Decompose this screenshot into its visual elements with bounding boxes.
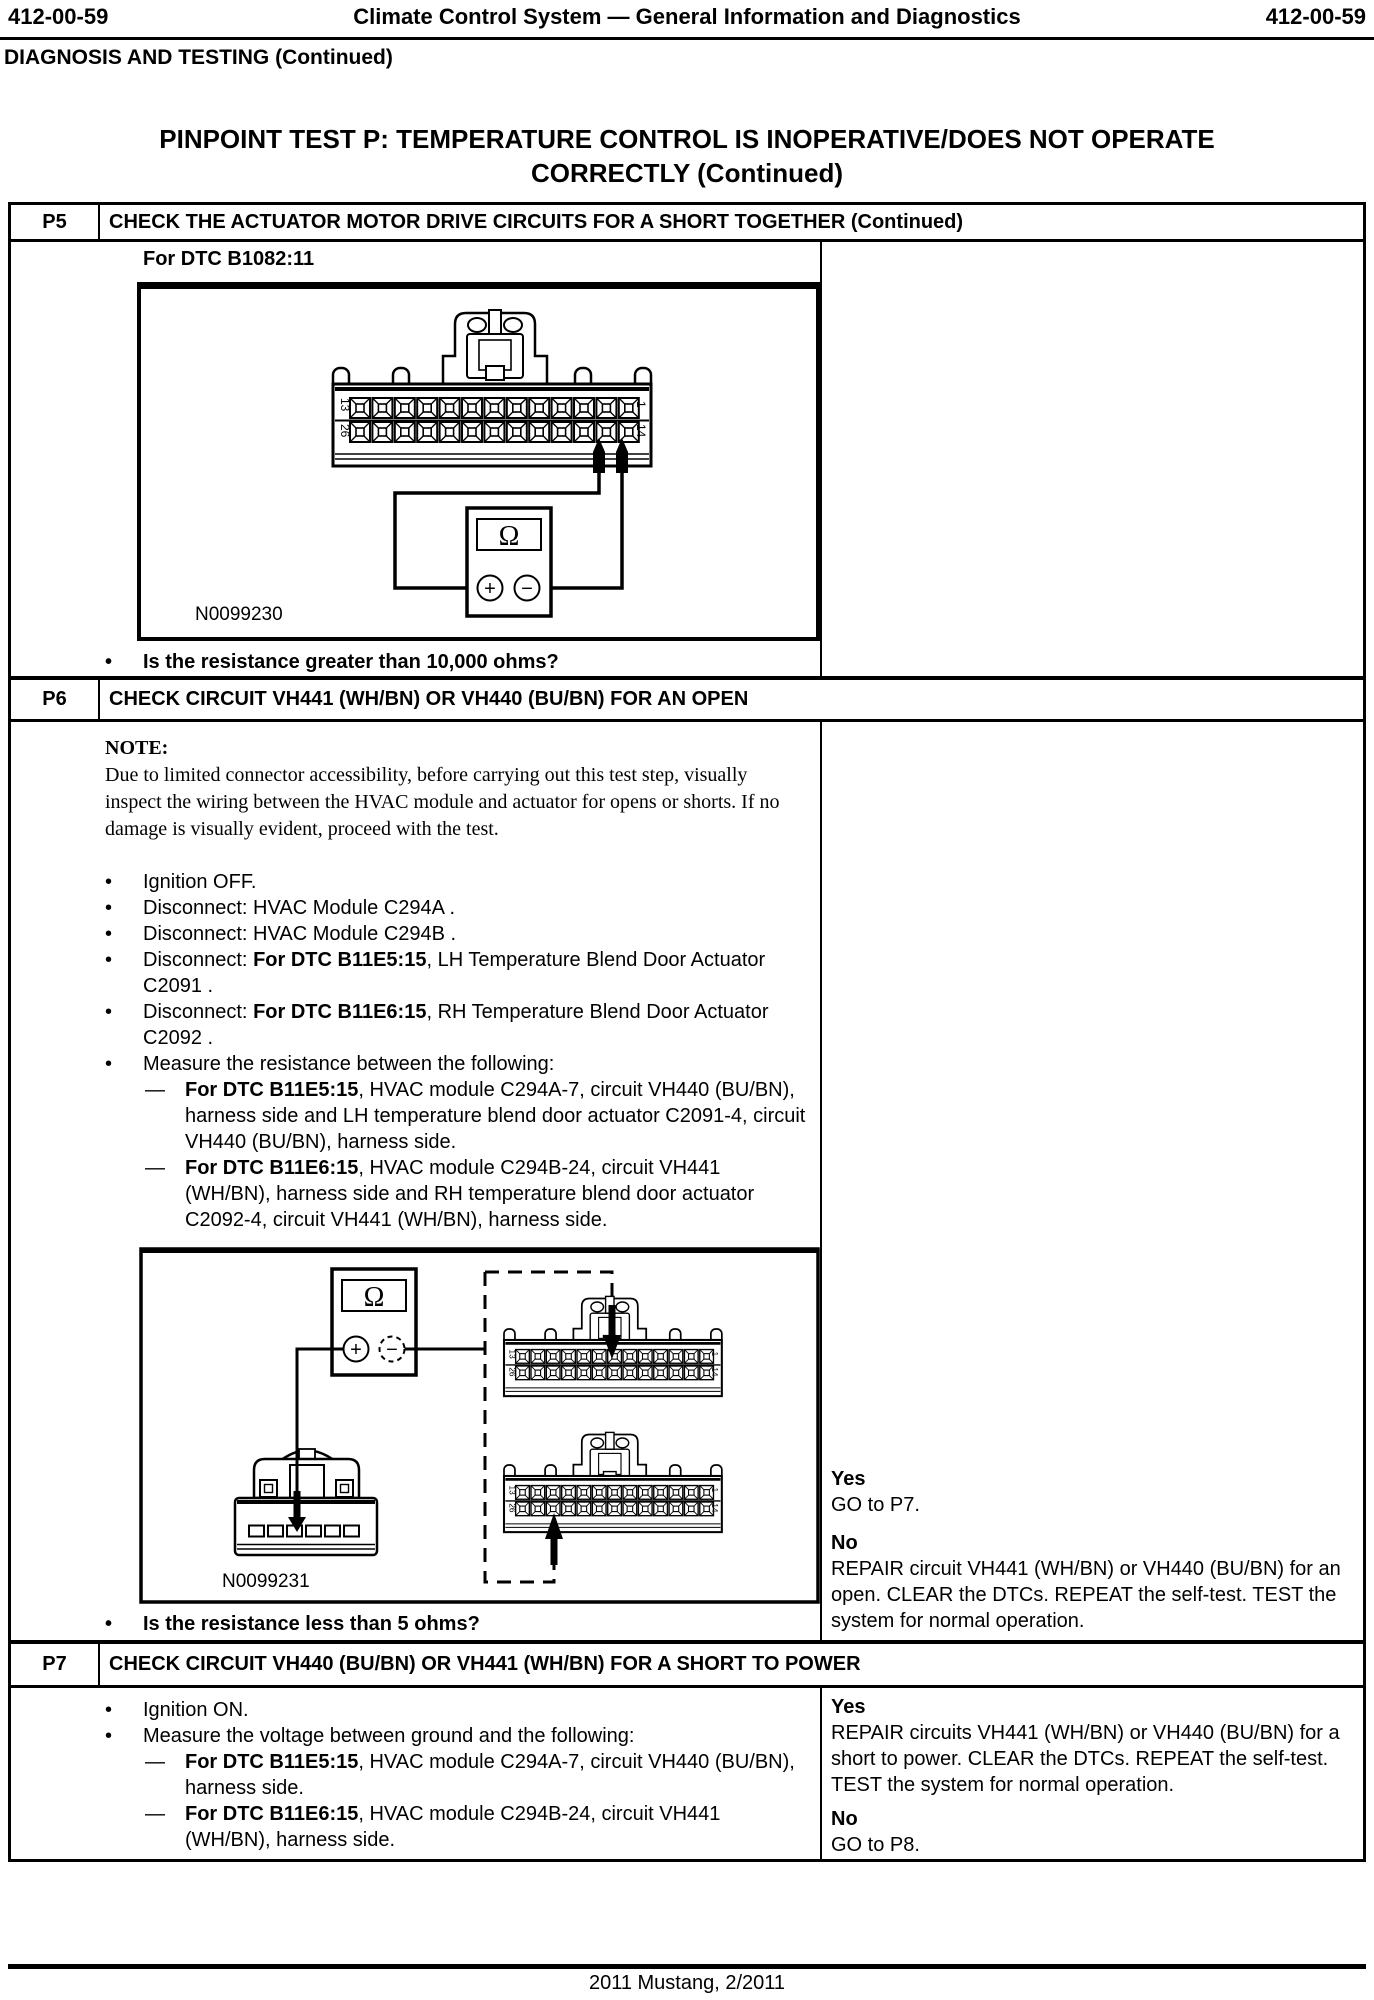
yes-answer: Yes REPAIR circuits VH441 (WH/BN) or VH440 (BU/BN) for a short to power. CLEAR the DTCs. REPEAT the self-test. TEST the system for normal operation. xyxy=(831,1696,1340,1796)
footer-rule xyxy=(8,1964,1366,1969)
dtc-subheading: For DTC B1082:11 xyxy=(143,248,315,270)
step-p7-title: CHECK CIRCUIT VH440 (BU/BN) OR VH441 (WH/BN) FOR A SHORT TO POWER xyxy=(109,1653,861,1675)
question-text: Is the resistance greater than 10,000 ohms? xyxy=(143,651,559,673)
list-item: • Measure the resistance between the following: xyxy=(105,1053,555,1075)
minus-terminal-icon: − xyxy=(386,1339,398,1361)
bullet-marker: • xyxy=(105,897,113,919)
step-id-p6: P6 xyxy=(11,680,100,719)
plus-terminal-icon: + xyxy=(350,1339,362,1361)
step-p5-title: CHECK THE ACTUATOR MOTOR DRIVE CIRCUITS FOR A SHORT TOGETHER (Continued) xyxy=(109,210,964,233)
figure-code: N0099231 xyxy=(222,1571,310,1592)
step-p6-result-cell xyxy=(822,722,1363,1640)
dash-marker: — xyxy=(145,1751,165,1773)
bullet-marker: • xyxy=(105,651,113,673)
list-item: • Disconnect: For DTC B11E5:15, LH Temperature Blend Door Actuator C2091 . xyxy=(105,949,766,997)
ohm-symbol-icon: Ω xyxy=(498,521,520,552)
step-p7-result-cell xyxy=(822,1688,1363,1859)
actuator-connector-6pin xyxy=(235,1449,377,1555)
step-p5-instructions-cell xyxy=(11,242,822,676)
list-item: • Ignition OFF. xyxy=(105,871,257,893)
note-text: Due to limited connector accessibility, before carrying out this test step, visually inspect the wiring between the HVAC module and actuator for opens or shorts. If no damage is visually evident, proceed with the test. xyxy=(105,764,780,840)
question-item xyxy=(105,649,820,675)
step-p7-body-row xyxy=(11,1688,1363,1859)
sub-list-item: — For DTC B11E6:15, HVAC module C294B-24, circuit VH441 (WH/BN), harness side. xyxy=(145,1803,721,1851)
step-id-p5: P5 xyxy=(11,205,100,239)
bullet-marker: • xyxy=(105,1001,113,1023)
no-answer: No REPAIR circuit VH441 (WH/BN) or VH440 (BU/BN) for an open. CLEAR the DTCs. REPEAT the self-test. TEST the system for normal operation. xyxy=(831,1532,1341,1632)
minus-terminal-icon: − xyxy=(521,578,533,600)
yes-answer: Yes GO to P7. xyxy=(831,1468,920,1516)
note-label: NOTE: xyxy=(105,737,169,759)
step-p6-body-row xyxy=(11,722,1363,1644)
step-p5-header-row xyxy=(11,205,1363,242)
step-p7-header-row xyxy=(11,1644,1363,1688)
ohm-symbol-icon: Ω xyxy=(363,1282,385,1313)
hvac-connector-housing xyxy=(443,310,547,386)
plus-terminal-icon: + xyxy=(484,578,496,600)
list-item: • Disconnect: HVAC Module C294A . xyxy=(105,897,456,919)
bullet-marker: • xyxy=(105,1725,113,1747)
list-item: • Disconnect: HVAC Module C294B . xyxy=(105,923,457,945)
sub-list-item: — For DTC B11E6:15, HVAC module C294B-24, circuit VH441 (WH/BN), harness side and RH temperature blend door actuator C2092-4, circuit VH441 (WH/BN), harness side. xyxy=(145,1157,755,1231)
step-p6-title: CHECK CIRCUIT VH441 (WH/BN) OR VH440 (BU/BN) FOR AN OPEN xyxy=(109,688,749,710)
masthead xyxy=(0,0,1374,30)
sub-list-item: — For DTC B11E5:15, HVAC module C294A-7, circuit VH440 (BU/BN), harness side. xyxy=(145,1751,795,1799)
figure-code: N0099230 xyxy=(195,604,283,625)
pinpoint-test-table xyxy=(8,202,1366,1862)
step-p7-instructions-cell xyxy=(11,1688,822,1859)
bullet-marker: • xyxy=(105,1053,113,1075)
question-text: Is the resistance less than 5 ohms? xyxy=(143,1613,480,1635)
ohmmeter xyxy=(332,1269,416,1375)
bullet-marker: • xyxy=(105,949,113,971)
pinpoint-title-line2: CORRECTLY (Continued) xyxy=(531,158,843,188)
wiring-figure-n0099230 xyxy=(137,282,820,641)
list-item: • Measure the voltage between ground and the following: xyxy=(105,1725,635,1747)
bullet-marker: • xyxy=(105,871,113,893)
ohmmeter xyxy=(467,508,551,616)
step-id-p7: P7 xyxy=(11,1644,100,1685)
list-item: • Disconnect: For DTC B11E6:15, RH Temperature Blend Door Actuator C2092 . xyxy=(105,1001,769,1049)
pinpoint-title-line1: PINPOINT TEST P: TEMPERATURE CONTROL IS INOPERATIVE/DOES NOT OPERATE xyxy=(159,124,1215,154)
chapter-title: Climate Control System — General Information and Diagnostics xyxy=(353,4,1021,29)
step-p5-result-cell xyxy=(822,242,1363,676)
note-block xyxy=(105,735,805,843)
pinpoint-test-title xyxy=(0,122,1374,190)
dash-marker: — xyxy=(145,1803,165,1825)
dash-marker: — xyxy=(145,1079,165,1101)
bullet-marker: • xyxy=(105,923,113,945)
step-p6-instructions-cell xyxy=(11,722,822,1640)
section-heading: DIAGNOSIS AND TESTING (Continued) xyxy=(4,46,393,69)
step-p5-body-row xyxy=(11,242,1363,680)
question-item xyxy=(105,1611,820,1637)
section-code-right: 412-00-59 xyxy=(1265,4,1366,29)
sub-list-item: — For DTC B11E5:15, HVAC module C294A-7, circuit VH440 (BU/BN), harness side and LH temperature blend door actuator C2091-4, circuit VH440 (BU/BN), harness side. xyxy=(145,1079,806,1153)
wiring-figure-n0099231 xyxy=(139,1247,820,1604)
step-p6-header-row xyxy=(11,680,1363,722)
list-item: • Ignition ON. xyxy=(105,1699,249,1721)
dash-marker: — xyxy=(145,1157,165,1179)
bullet-marker: • xyxy=(105,1613,113,1635)
no-answer: No GO to P8. xyxy=(831,1808,920,1856)
instruction-list xyxy=(11,869,820,1233)
section-code-left: 412-00-59 xyxy=(8,4,109,29)
footer-text: 2011 Mustang, 2/2011 xyxy=(588,1972,786,1994)
bullet-marker: • xyxy=(105,1699,113,1721)
